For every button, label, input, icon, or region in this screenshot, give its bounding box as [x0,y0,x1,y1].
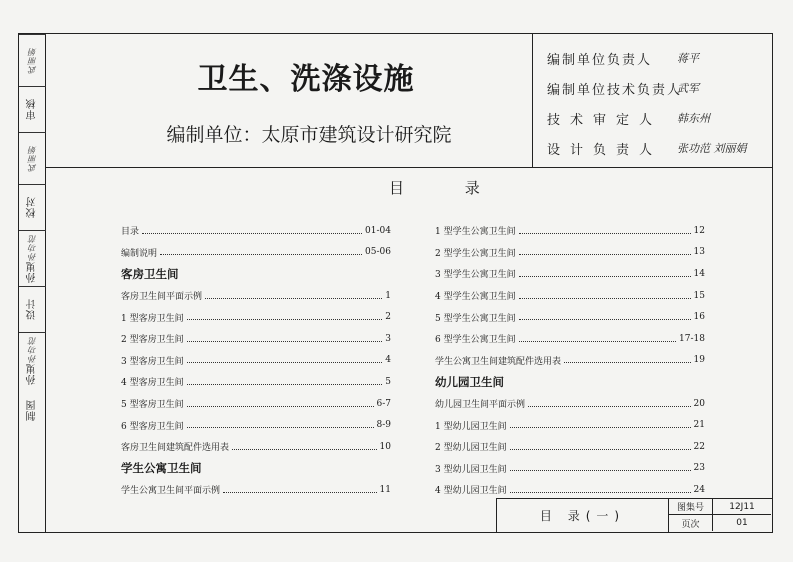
toc-entry-page: 1 [385,290,391,301]
toc-section-heading [121,263,391,285]
sidebar-cell: 制图 [27,399,38,421]
role-row: 技术审定人 韩东州 [547,112,710,128]
toc-entry [121,328,391,350]
dot-leader [187,383,383,385]
toc-entry-page: 10 [379,441,391,452]
responsibility-block [532,34,772,168]
toc-entry-page: 20 [693,398,705,409]
sidebar-cell: 孙嵬 孙功范 [19,230,46,286]
toc-entry-title: 3 型客房卫生间 [121,356,184,367]
toc-entry-page: 23 [693,463,705,474]
dot-leader [519,340,676,342]
toc-entry [435,220,705,242]
toc-entry-title: 3 型幼儿园卫生间 [435,464,507,475]
toc-entry-page: 19 [693,355,705,366]
toc-entry [121,371,391,393]
toc-entry-title: 4 型客房卫生间 [121,378,184,389]
toc-entry [121,220,391,242]
toc-entry-title: 4 型学生公寓卫生间 [435,292,516,303]
organization [144,120,474,147]
dot-leader [510,426,691,428]
sheet-name: 目 录(一) [497,499,669,532]
dot-leader [519,297,691,299]
toc-entry-page: 17-18 [679,333,705,344]
toc-entry-page: 2 [385,312,391,323]
toc-entry [435,414,705,436]
toc-entry [435,328,705,350]
role-row: 编制单位技术负责人 武军 [547,82,699,98]
dot-leader [142,232,362,234]
title-block [496,498,772,532]
org-label: 编制单位： [166,124,262,146]
toc-entry-title: 1 型学生公寓卫生间 [435,227,516,238]
toc-entry [121,306,391,328]
dot-leader [160,253,362,255]
toc-entry [121,479,391,501]
dot-leader [187,318,383,320]
org-name: 太原市建筑设计研究院 [261,124,452,146]
toc-entry-page: 13 [693,247,705,258]
dot-leader [519,232,691,234]
toc-entry-title: 客房卫生间建筑配件选用表 [121,443,230,454]
signature: 蒋平 [677,52,699,65]
dot-leader [519,275,691,277]
page-number: 01 [736,518,748,528]
toc-entry-page: 16 [693,312,705,323]
dot-leader [187,426,374,428]
toc-entry-title: 2 型客房卫生间 [121,335,184,346]
dot-leader [205,297,382,299]
toc-entry-title: 学生公寓卫生间平面示例 [121,486,221,497]
toc-entry [121,393,391,415]
dot-leader [223,491,377,493]
signature: 韩东州 [677,112,710,125]
drawing-sheet [18,33,773,533]
dot-leader [187,361,383,363]
toc-entry-title: 5 型客房卫生间 [121,400,184,411]
toc-entry-page: 05-06 [365,247,391,258]
toc-entry-title: 客房卫生间 [121,266,179,281]
toc-entry-title: 客房卫生间平面示例 [121,292,203,303]
toc-entry-title: 幼儿园卫生间 [435,374,504,389]
toc-entry [435,263,705,285]
dot-leader [510,491,691,493]
toc-entry-page: 3 [385,333,391,344]
toc-left-column [121,220,391,501]
dot-leader [510,469,691,471]
dot-leader [187,405,374,407]
toc-entry-page: 22 [693,441,705,452]
toc-right-column [435,220,705,501]
dot-leader [510,448,691,450]
toc-entry-page: 4 [385,355,391,366]
dot-leader [528,405,691,407]
signature: 张功范 刘丽娟 [677,142,747,155]
toc-entry-title: 6 型客房卫生间 [121,421,184,432]
toc-entry-page: 11 [379,484,391,495]
toc-entry [435,393,705,415]
toc-entry [121,285,391,307]
toc-entry-page: 15 [693,290,705,301]
role-row: 编制单位负责人 蒋平 [547,52,699,68]
toc-entry [121,350,391,372]
toc-entry-page: 12 [693,225,705,236]
atlas-label: 图集号 [669,499,713,515]
toc-entry [435,436,705,458]
toc-entry-title: 目录 [121,227,140,238]
page-label: 页次 [669,515,713,531]
sidebar-cell: 设计 [19,286,46,332]
toc-entry-title: 2 型学生公寓卫生间 [435,248,516,259]
toc-entry-page: 14 [693,268,705,279]
toc-section-heading [121,458,391,480]
toc-entry-title: 幼儿园卫生间平面示例 [435,400,526,411]
toc-entry [121,242,391,264]
toc-entry-page: 21 [693,420,705,431]
toc-entry [435,458,705,480]
page-title: 卫生、洗涤设施 [197,62,415,97]
dot-leader [519,318,691,320]
sidebar-cell: 武丽娟 [19,34,46,86]
dot-leader [187,340,383,342]
dot-leader [232,448,377,450]
toc-entry-title: 编制说明 [121,248,158,259]
toc-entry-title: 2 型幼儿园卫生间 [435,443,507,454]
sidebar-cell: 武丽娟 [19,132,46,184]
atlas-number: 12J11 [713,499,771,515]
toc-entry [435,242,705,264]
role-row: 设计负责人 张功范 刘丽娟 [547,142,747,158]
toc-section-heading [435,371,705,393]
toc-entry-page: 01-04 [365,225,391,236]
toc-entry [435,350,705,372]
toc-entry [435,306,705,328]
dot-leader [519,253,691,255]
toc-entry [121,414,391,436]
toc-entry-page: 6-7 [376,398,391,409]
toc-entry-title: 3 型学生公寓卫生间 [435,270,516,281]
toc-entry [121,436,391,458]
toc-entry-title: 4 型幼儿园卫生间 [435,486,507,497]
toc-entry-title: 1 型客房卫生间 [121,313,184,324]
toc-entry-page: 5 [385,376,391,387]
signature: 武军 [677,82,699,95]
toc-entry-page: 24 [693,484,705,495]
sidebar-cell: 校对 [19,184,46,230]
toc-entry-title: 5 型学生公寓卫生间 [435,313,516,324]
approval-sidebar [19,34,46,532]
toc-entry [435,285,705,307]
sidebar-cell: 孙嵬 孙功范 [19,332,46,388]
toc-entry-title: 1 型幼儿园卫生间 [435,421,507,432]
header [46,34,772,168]
sidebar-cell: 审核 [19,86,46,132]
toc-entry-title: 6 型学生公寓卫生间 [435,335,516,346]
toc-heading: 目 录 [389,179,508,197]
toc-entry-page: 8-9 [376,420,391,431]
toc-entry-title: 学生公寓卫生间建筑配件选用表 [435,356,562,367]
toc-entry-title: 学生公寓卫生间 [121,461,202,476]
dot-leader [564,361,691,363]
